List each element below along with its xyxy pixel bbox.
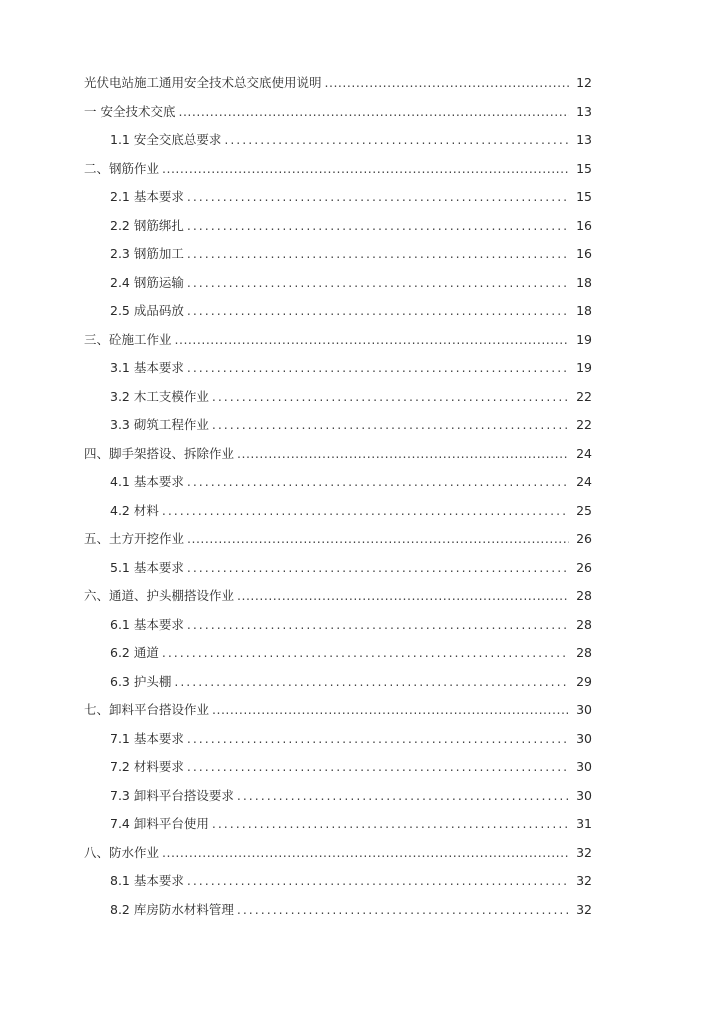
dot-leader xyxy=(187,611,569,640)
dot-leader xyxy=(187,183,569,212)
dot-leader xyxy=(224,126,569,155)
toc-subsection-entry[interactable] xyxy=(84,753,592,782)
toc-section-entry[interactable] xyxy=(84,582,592,611)
toc-entry-title: 6.1 基本要求 xyxy=(110,616,184,632)
toc-entry-title: 3.2 木工支模作业 xyxy=(110,388,209,404)
toc-entry-title: 2.3 钢筋加工 xyxy=(110,246,184,261)
toc-entry-title: 3.1 基本要求 xyxy=(110,360,184,375)
toc-section-entry[interactable] xyxy=(84,440,592,469)
toc-page-number: 16 xyxy=(576,246,592,261)
toc-subsection-entry[interactable] xyxy=(84,725,592,754)
toc-entry-title: 8.2 库房防水材料管理 xyxy=(110,901,234,917)
table-of-contents xyxy=(84,69,592,924)
dot-leader xyxy=(237,896,569,925)
toc-section-entry[interactable] xyxy=(84,98,592,127)
toc-page-number: 31 xyxy=(576,816,592,831)
toc-page-number: 28 xyxy=(576,616,592,632)
dot-leader xyxy=(174,668,569,697)
dot-leader xyxy=(187,554,569,583)
toc-subsection-entry[interactable] xyxy=(84,668,592,697)
toc-section-entry[interactable] xyxy=(84,696,592,725)
toc-entry-title: 2.1 基本要求 xyxy=(110,189,184,204)
toc-entry-title: 1.1 安全交底总要求 xyxy=(110,132,222,147)
toc-page-number: 12 xyxy=(576,75,592,90)
dot-leader xyxy=(187,269,569,298)
toc-page-number: 26 xyxy=(576,559,592,575)
toc-page-number: 25 xyxy=(576,502,592,518)
toc-entry-title: 五、土方开挖作业 xyxy=(84,531,185,546)
toc-subsection-entry[interactable] xyxy=(84,468,592,497)
toc-page-number: 32 xyxy=(576,873,592,888)
dot-leader xyxy=(187,212,569,241)
toc-page-number: 19 xyxy=(576,331,592,347)
toc-entry-title: 4.1 基本要求 xyxy=(110,474,184,489)
toc-page-number: 13 xyxy=(576,103,592,119)
toc-entry-title: 2.2 钢筋绑扎 xyxy=(110,217,184,233)
toc-page-number: 24 xyxy=(576,445,592,461)
toc-page-number: 26 xyxy=(576,531,592,546)
toc-subsection-entry[interactable] xyxy=(84,810,592,839)
toc-page-number: 18 xyxy=(576,303,592,318)
toc-section-entry[interactable] xyxy=(84,155,592,184)
toc-section-entry[interactable] xyxy=(84,839,592,868)
toc-subsection-entry[interactable] xyxy=(84,896,592,925)
toc-page-number: 30 xyxy=(576,759,592,774)
toc-entry-title: 二、钢筋作业 xyxy=(84,160,160,176)
toc-page-number: 28 xyxy=(576,588,592,603)
toc-page-number: 22 xyxy=(576,388,592,404)
toc-section-entry[interactable] xyxy=(84,69,592,98)
dot-leader xyxy=(187,468,569,497)
toc-subsection-entry[interactable] xyxy=(84,639,592,668)
toc-subsection-entry[interactable] xyxy=(84,297,592,326)
dot-leader xyxy=(212,411,569,440)
toc-entry-title: 5.1 基本要求 xyxy=(110,559,184,575)
dot-leader xyxy=(187,753,569,782)
toc-subsection-entry[interactable] xyxy=(84,354,592,383)
dot-leader xyxy=(162,639,569,668)
toc-subsection-entry[interactable] xyxy=(84,126,592,155)
toc-entry-title: 7.3 卸料平台搭设要求 xyxy=(110,787,234,803)
dot-leader xyxy=(237,782,569,811)
dot-leader xyxy=(212,383,569,412)
dot-leader xyxy=(212,810,569,839)
dot-leader xyxy=(212,696,569,725)
toc-page-number: 18 xyxy=(576,274,592,290)
toc-page-number: 30 xyxy=(576,787,592,803)
toc-entry-title: 光伏电站施工通用安全技术总交底使用说明 xyxy=(84,75,322,90)
toc-entry-title: 三、砼施工作业 xyxy=(84,331,172,347)
dot-leader xyxy=(187,354,569,383)
toc-entry-title: 6.2 通道 xyxy=(110,645,159,660)
toc-page-number: 15 xyxy=(576,189,592,204)
toc-page-number: 19 xyxy=(576,360,592,375)
dot-leader xyxy=(237,440,569,469)
toc-subsection-entry[interactable] xyxy=(84,269,592,298)
toc-page-number: 32 xyxy=(576,844,592,860)
toc-section-entry[interactable] xyxy=(84,326,592,355)
dot-leader xyxy=(187,725,569,754)
toc-entry-title: 2.4 钢筋运输 xyxy=(110,274,184,290)
toc-page-number: 29 xyxy=(576,673,592,689)
toc-entry-title: 八、防水作业 xyxy=(84,844,160,860)
toc-subsection-entry[interactable] xyxy=(84,183,592,212)
toc-page-number: 30 xyxy=(576,702,592,717)
toc-section-entry[interactable] xyxy=(84,525,592,554)
toc-entry-title: 3.3 砌筑工程作业 xyxy=(110,417,209,432)
toc-entry-title: 6.3 护头棚 xyxy=(110,673,172,689)
toc-page-number: 22 xyxy=(576,417,592,432)
toc-subsection-entry[interactable] xyxy=(84,497,592,526)
toc-entry-title: 四、脚手架搭设、拆除作业 xyxy=(84,445,235,461)
toc-entry-title: 2.5 成品码放 xyxy=(110,303,184,318)
toc-entry-title: 8.1 基本要求 xyxy=(110,873,184,888)
dot-leader xyxy=(175,326,569,355)
toc-page-number: 32 xyxy=(576,901,592,917)
dot-leader xyxy=(162,155,569,184)
toc-entry-title: 一 安全技术交底 xyxy=(84,103,176,119)
toc-page-number: 30 xyxy=(576,730,592,746)
toc-page-number: 28 xyxy=(576,645,592,660)
toc-entry-title: 7.4 卸料平台使用 xyxy=(110,816,209,831)
toc-entry-title: 7.1 基本要求 xyxy=(110,730,184,746)
dot-leader xyxy=(162,839,569,868)
toc-page-number: 24 xyxy=(576,474,592,489)
dot-leader xyxy=(187,867,569,896)
toc-page-number: 13 xyxy=(576,132,592,147)
toc-entry-title: 7.2 材料要求 xyxy=(110,759,184,774)
dot-leader xyxy=(187,525,569,554)
toc-entry-title: 六、通道、护头棚搭设作业 xyxy=(84,588,235,603)
dot-leader xyxy=(187,240,569,269)
toc-subsection-entry[interactable] xyxy=(84,611,592,640)
toc-page-number: 16 xyxy=(576,217,592,233)
toc-subsection-entry[interactable] xyxy=(84,212,592,241)
toc-subsection-entry[interactable] xyxy=(84,867,592,896)
dot-leader xyxy=(187,297,569,326)
toc-subsection-entry[interactable] xyxy=(84,554,592,583)
toc-subsection-entry[interactable] xyxy=(84,411,592,440)
dot-leader xyxy=(237,582,569,611)
toc-subsection-entry[interactable] xyxy=(84,383,592,412)
toc-subsection-entry[interactable] xyxy=(84,782,592,811)
toc-subsection-entry[interactable] xyxy=(84,240,592,269)
toc-page-number: 15 xyxy=(576,160,592,176)
dot-leader xyxy=(162,497,569,526)
toc-entry-title: 4.2 材料 xyxy=(110,502,159,518)
dot-leader xyxy=(325,69,569,98)
toc-entry-title: 七、卸料平台搭设作业 xyxy=(84,702,210,717)
dot-leader xyxy=(178,98,569,127)
